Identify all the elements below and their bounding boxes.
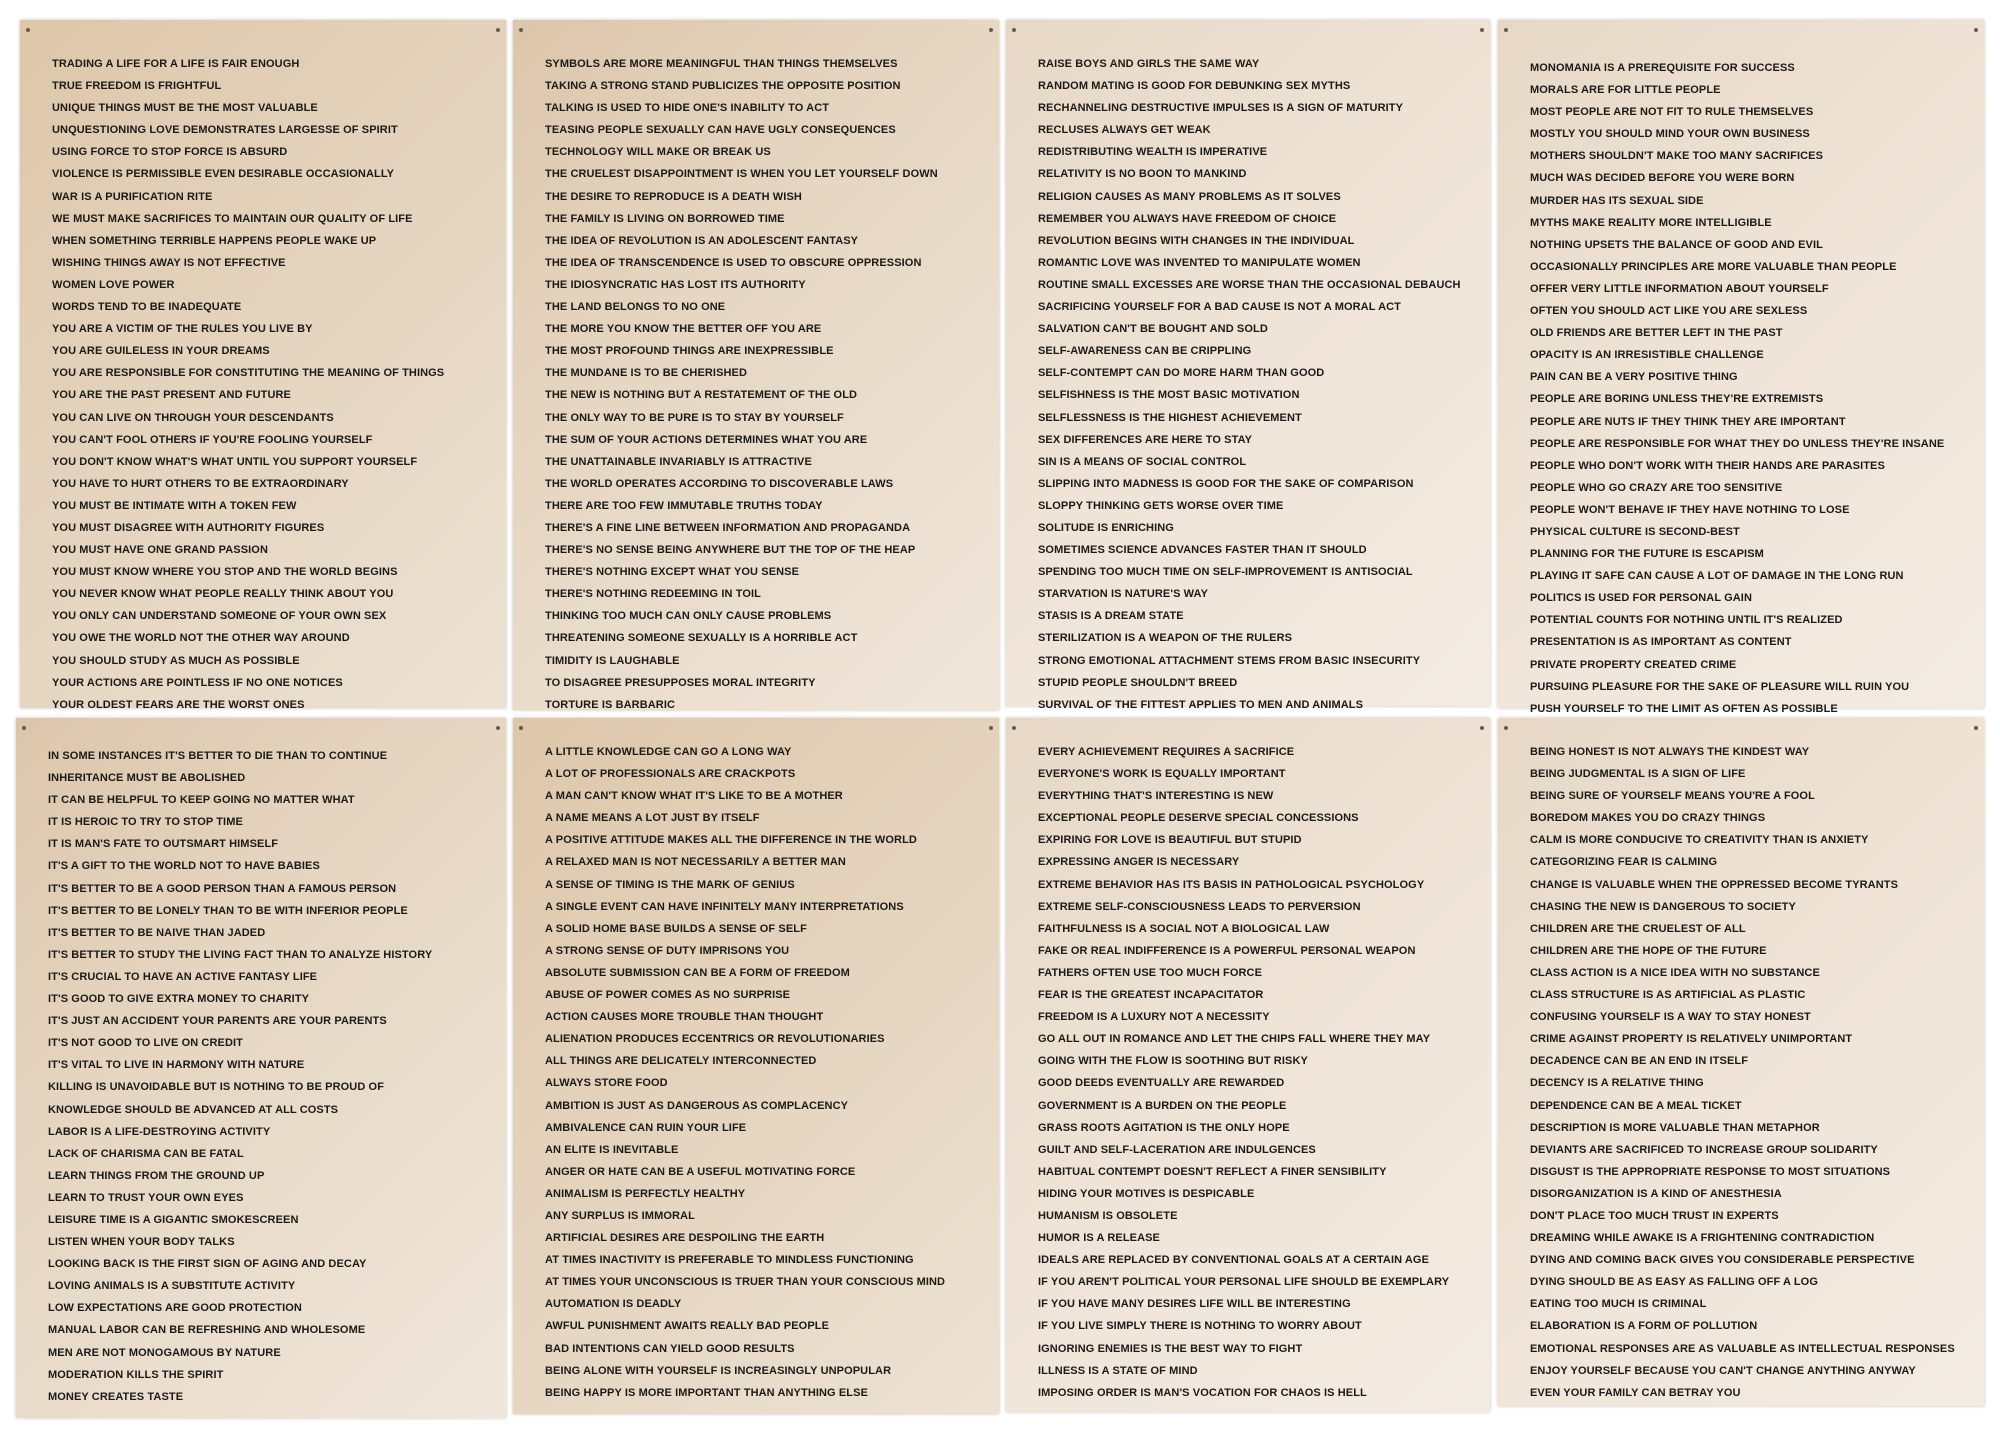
truism-line: A MAN CAN'T KNOW WHAT IT'S LIKE TO BE A MOTHER <box>545 790 843 803</box>
truism-line: TRADING A LIFE FOR A LIFE IS FAIR ENOUGH <box>52 58 300 70</box>
truism-line: KILLING IS UNAVOIDABLE BUT IS NOTHING TO BE PROUD OF <box>48 1081 385 1094</box>
truism-line: REMEMBER YOU ALWAYS HAVE FREEDOM OF CHOICE <box>1038 212 1337 225</box>
truism-line: BEING SURE OF YOURSELF MEANS YOU'RE A FOOL <box>1530 790 1815 803</box>
truism-line: BOREDOM MAKES YOU DO CRAZY THINGS <box>1530 812 1766 825</box>
truism-line: IT'S BETTER TO BE NAIVE THAN JADED <box>48 926 266 939</box>
truism-line: AT TIMES INACTIVITY IS PREFERABLE TO MINDLESS FUNCTIONING <box>545 1254 914 1267</box>
truism-line: THE DESIRE TO REPRODUCE IS A DEATH WISH <box>545 190 802 203</box>
truism-line: RECLUSES ALWAYS GET WEAK <box>1038 124 1211 137</box>
truism-line: EXPRESSING ANGER IS NECESSARY <box>1038 856 1240 869</box>
truism-line: IGNORING ENEMIES IS THE BEST WAY TO FIGHT <box>1038 1342 1303 1355</box>
truism-line: IDEALS ARE REPLACED BY CONVENTIONAL GOALS AT A CERTAIN AGE <box>1038 1254 1430 1267</box>
truism-line: EATING TOO MUCH IS CRIMINAL <box>1530 1298 1707 1311</box>
truism-line: THE IDEA OF TRANSCENDENCE IS USED TO OBSCURE OPPRESSION <box>545 256 922 269</box>
truism-line: IT'S BETTER TO BE LONELY THAN TO BE WITH INFERIOR PEOPLE <box>48 904 408 917</box>
truism-line: LEARN THINGS FROM THE GROUND UP <box>48 1169 265 1182</box>
truism-line: TALKING IS USED TO HIDE ONE'S INABILITY TO ACT <box>545 102 830 115</box>
truism-line: RANDOM MATING IS GOOD FOR DEBUNKING SEX MYTHS <box>1038 80 1351 93</box>
truism-line: STARVATION IS NATURE'S WAY <box>1038 588 1209 601</box>
truism-line: MONEY CREATES TASTE <box>48 1390 184 1403</box>
truism-line: A LITTLE KNOWLEDGE CAN GO A LONG WAY <box>545 746 792 758</box>
truism-line: THE LAND BELONGS TO NO ONE <box>545 301 726 314</box>
truism-line: IT'S VITAL TO LIVE IN HARMONY WITH NATURE <box>48 1059 305 1072</box>
truism-list <box>52 53 506 716</box>
truism-list <box>1038 741 1490 1404</box>
truism-line: PEOPLE WHO DON'T WORK WITH THEIR HANDS ARE PARASITES <box>1530 459 1885 472</box>
truism-line: LEISURE TIME IS A GIGANTIC SMOKESCREEN <box>48 1213 299 1226</box>
truism-line: GOING WITH THE FLOW IS SOOTHING BUT RISKY <box>1038 1055 1308 1068</box>
truism-line: CHILDREN ARE THE HOPE OF THE FUTURE <box>1530 944 1767 957</box>
truism-line: OPACITY IS AN IRRESISTIBLE CHALLENGE <box>1530 349 1764 362</box>
truism-line: TEASING PEOPLE SEXUALLY CAN HAVE UGLY CONSEQUENCES <box>545 124 896 137</box>
truism-sheet <box>1006 718 1490 1412</box>
truism-line: CLASS ACTION IS A NICE IDEA WITH NO SUBSTANCE <box>1530 966 1820 979</box>
truism-line: THE CRUELEST DISAPPOINTMENT IS WHEN YOU LET YOURSELF DOWN <box>545 168 938 181</box>
truism-line: A LOT OF PROFESSIONALS ARE CRACKPOTS <box>545 768 796 781</box>
truism-line: IT'S JUST AN ACCIDENT YOUR PARENTS ARE YOUR PARENTS <box>48 1015 387 1028</box>
truism-line: CHILDREN ARE THE CRUELEST OF ALL <box>1530 922 1746 935</box>
truism-line: SEX DIFFERENCES ARE HERE TO STAY <box>1038 433 1253 446</box>
truism-line: A POSITIVE ATTITUDE MAKES ALL THE DIFFERENCE IN THE WORLD <box>545 834 917 847</box>
truism-list <box>545 53 999 716</box>
truism-line: A STRONG SENSE OF DUTY IMPRISONS YOU <box>545 944 790 957</box>
truism-line: OFTEN YOU SHOULD ACT LIKE YOU ARE SEXLESS <box>1530 305 1808 318</box>
truism-line: CALM IS MORE CONDUCIVE TO CREATIVITY THAN IS ANXIETY <box>1530 834 1869 847</box>
truism-line: EVERYTHING THAT'S INTERESTING IS NEW <box>1038 790 1274 803</box>
truism-line: TO DISAGREE PRESUPPOSES MORAL INTEGRITY <box>545 676 816 689</box>
truism-line: YOU HAVE TO HURT OTHERS TO BE EXTRAORDINARY <box>52 477 349 490</box>
truism-line: LABOR IS A LIFE-DESTROYING ACTIVITY <box>48 1125 271 1138</box>
truism-line: HIDING YOUR MOTIVES IS DESPICABLE <box>1038 1187 1255 1200</box>
truism-line: ANGER OR HATE CAN BE A USEFUL MOTIVATING FORCE <box>545 1165 856 1178</box>
truism-sheet <box>1498 718 1984 1406</box>
truism-line: STERILIZATION IS A WEAPON OF THE RULERS <box>1038 632 1293 645</box>
truism-line: PEOPLE ARE RESPONSIBLE FOR WHAT THEY DO UNLESS THEY'RE INSANE <box>1530 437 1945 450</box>
truism-line: EXTREME BEHAVIOR HAS ITS BASIS IN PATHOLOGICAL PSYCHOLOGY <box>1038 878 1425 891</box>
truism-line: STUPID PEOPLE SHOULDN'T BREED <box>1038 676 1238 689</box>
truism-line: YOU MUST KNOW WHERE YOU STOP AND THE WORLD BEGINS <box>52 566 398 579</box>
truism-line: CLASS STRUCTURE IS AS ARTIFICIAL AS PLASTIC <box>1530 989 1806 1002</box>
truism-line: YOU ARE GUILELESS IN YOUR DREAMS <box>52 345 270 358</box>
truism-line: ROUTINE SMALL EXCESSES ARE WORSE THAN THE OCCASIONAL DEBAUCH <box>1038 278 1461 291</box>
truism-line: YOU CAN'T FOOL OTHERS IF YOU'RE FOOLING YOURSELF <box>52 433 373 446</box>
truism-line: SACRIFICING YOURSELF FOR A BAD CAUSE IS NOT A MORAL ACT <box>1038 301 1402 314</box>
truism-line: DEPENDENCE CAN BE A MEAL TICKET <box>1530 1099 1742 1112</box>
truism-line: GOOD DEEDS EVENTUALLY ARE REWARDED <box>1038 1077 1285 1090</box>
truism-line: UNQUESTIONING LOVE DEMONSTRATES LARGESSE OF SPIRIT <box>52 124 398 137</box>
truism-line: UNIQUE THINGS MUST BE THE MOST VALUABLE <box>52 102 318 115</box>
truism-line: FAITHFULNESS IS A SOCIAL NOT A BIOLOGICAL LAW <box>1038 922 1330 935</box>
truism-line: PRESENTATION IS AS IMPORTANT AS CONTENT <box>1530 636 1792 649</box>
truism-line: RECHANNELING DESTRUCTIVE IMPULSES IS A SIGN OF MATURITY <box>1038 102 1404 115</box>
truism-line: CHANGE IS VALUABLE WHEN THE OPPRESSED BECOME TYRANTS <box>1530 878 1899 891</box>
truism-line: MEN ARE NOT MONOGAMOUS BY NATURE <box>48 1346 281 1359</box>
truism-line: PEOPLE ARE NUTS IF THEY THINK THEY ARE IMPORTANT <box>1530 415 1846 428</box>
truism-line: THE WORLD OPERATES ACCORDING TO DISCOVERABLE LAWS <box>545 477 894 490</box>
truism-line: OCCASIONALLY PRINCIPLES ARE MORE VALUABLE THAN PEOPLE <box>1530 260 1897 273</box>
truism-sheet <box>16 718 506 1418</box>
truism-line: YOU ARE RESPONSIBLE FOR CONSTITUTING THE MEANING OF THINGS <box>52 367 445 380</box>
truism-line: THE ONLY WAY TO BE PURE IS TO STAY BY YOURSELF <box>545 411 844 424</box>
truism-line: TECHNOLOGY WILL MAKE OR BREAK US <box>545 146 771 159</box>
truism-line: DREAMING WHILE AWAKE IS A FRIGHTENING CONTRADICTION <box>1530 1232 1875 1245</box>
truism-line: PHYSICAL CULTURE IS SECOND-BEST <box>1530 525 1740 538</box>
truism-line: PLANNING FOR THE FUTURE IS ESCAPISM <box>1530 548 1764 561</box>
truism-line: PEOPLE ARE BORING UNLESS THEY'RE EXTREMISTS <box>1530 393 1824 406</box>
truism-line: BEING JUDGMENTAL IS A SIGN OF LIFE <box>1530 768 1746 781</box>
truism-line: PRIVATE PROPERTY CREATED CRIME <box>1530 658 1737 671</box>
truism-line: YOU MUST HAVE ONE GRAND PASSION <box>52 544 268 557</box>
truism-line: SELF-CONTEMPT CAN DO MORE HARM THAN GOOD <box>1038 367 1325 380</box>
truism-line: SELF-AWARENESS CAN BE CRIPPLING <box>1038 345 1252 358</box>
truism-line: MORALS ARE FOR LITTLE PEOPLE <box>1530 84 1721 97</box>
truism-sheet <box>1498 20 1984 715</box>
truism-line: THE IDEA OF REVOLUTION IS AN ADOLESCENT FANTASY <box>545 234 859 247</box>
truism-line: AMBITION IS JUST AS DANGEROUS AS COMPLACENCY <box>545 1099 849 1112</box>
truism-line: DECENCY IS A RELATIVE THING <box>1530 1077 1704 1090</box>
truism-line: ENJOY YOURSELF BECAUSE YOU CAN'T CHANGE ANYTHING ANYWAY <box>1530 1364 1916 1377</box>
truism-line: SLIPPING INTO MADNESS IS GOOD FOR THE SAKE OF COMPARISON <box>1038 477 1414 490</box>
truism-line: A SENSE OF TIMING IS THE MARK OF GENIUS <box>545 878 795 891</box>
truism-line: STRONG EMOTIONAL ATTACHMENT STEMS FROM BASIC INSECURITY <box>1038 654 1421 667</box>
truism-line: A SOLID HOME BASE BUILDS A SENSE OF SELF <box>545 922 807 935</box>
truism-line: DYING AND COMING BACK GIVES YOU CONSIDERABLE PERSPECTIVE <box>1530 1254 1915 1267</box>
truism-line: YOU MUST DISAGREE WITH AUTHORITY FIGURES <box>52 521 325 534</box>
truism-line: WISHING THINGS AWAY IS NOT EFFECTIVE <box>52 256 286 269</box>
truism-line: A RELAXED MAN IS NOT NECESSARILY A BETTER MAN <box>545 856 846 869</box>
truism-line: MONOMANIA IS A PREREQUISITE FOR SUCCESS <box>1530 62 1795 74</box>
truism-line: AWFUL PUNISHMENT AWAITS REALLY BAD PEOPLE <box>545 1320 830 1333</box>
truism-line: CHASING THE NEW IS DANGEROUS TO SOCIETY <box>1530 900 1796 913</box>
truism-line: SOMETIMES SCIENCE ADVANCES FASTER THAN IT SHOULD <box>1038 544 1367 557</box>
truism-line: EMOTIONAL RESPONSES ARE AS VALUABLE AS INTELLECTUAL RESPONSES <box>1530 1342 1955 1355</box>
truism-line: IN SOME INSTANCES IT'S BETTER TO DIE THAN TO CONTINUE <box>48 750 388 762</box>
truism-line: LACK OF CHARISMA CAN BE FATAL <box>48 1147 244 1160</box>
truism-line: A SINGLE EVENT CAN HAVE INFINITELY MANY INTERPRETATIONS <box>545 900 904 913</box>
truism-line: MOST PEOPLE ARE NOT FIT TO RULE THEMSELVES <box>1530 106 1814 119</box>
truism-line: KNOWLEDGE SHOULD BE ADVANCED AT ALL COSTS <box>48 1103 339 1116</box>
truism-line: BAD INTENTIONS CAN YIELD GOOD RESULTS <box>545 1342 795 1355</box>
truism-line: IT'S NOT GOOD TO LIVE ON CREDIT <box>48 1037 243 1050</box>
truism-line: IF YOU HAVE MANY DESIRES LIFE WILL BE INTERESTING <box>1038 1298 1351 1311</box>
truism-line: RELIGION CAUSES AS MANY PROBLEMS AS IT SOLVES <box>1038 190 1341 203</box>
truism-line: STASIS IS A DREAM STATE <box>1038 610 1184 623</box>
truism-list <box>48 745 506 1408</box>
truism-line: ILLNESS IS A STATE OF MIND <box>1038 1364 1198 1377</box>
truism-line: SPENDING TOO MUCH TIME ON SELF-IMPROVEMENT IS ANTISOCIAL <box>1038 566 1413 579</box>
truism-line: AT TIMES YOUR UNCONSCIOUS IS TRUER THAN YOUR CONSCIOUS MIND <box>545 1276 946 1289</box>
truism-line: YOU NEVER KNOW WHAT PEOPLE REALLY THINK ABOUT YOU <box>52 588 394 601</box>
truism-line: BEING ALONE WITH YOURSELF IS INCREASINGLY UNPOPULAR <box>545 1364 892 1377</box>
truism-line: FATHERS OFTEN USE TOO MUCH FORCE <box>1038 966 1263 979</box>
truism-line: MURDER HAS ITS SEXUAL SIDE <box>1530 194 1704 207</box>
truism-line: ALL THINGS ARE DELICATELY INTERCONNECTED <box>545 1055 817 1068</box>
truism-list <box>1038 53 1490 716</box>
truism-sheet <box>20 20 506 711</box>
truism-line: ABUSE OF POWER COMES AS NO SURPRISE <box>545 989 791 1002</box>
truism-line: ANY SURPLUS IS IMMORAL <box>545 1209 695 1222</box>
truism-line: IT'S BETTER TO STUDY THE LIVING FACT THAN TO ANALYZE HISTORY <box>48 948 433 961</box>
truism-line: FAKE OR REAL INDIFFERENCE IS A POWERFUL PERSONAL WEAPON <box>1038 944 1416 957</box>
truism-line: YOU CAN LIVE ON THROUGH YOUR DESCENDANTS <box>52 411 334 424</box>
truism-line: CRIME AGAINST PROPERTY IS RELATIVELY UNIMPORTANT <box>1530 1033 1853 1046</box>
truism-line: THE FAMILY IS LIVING ON BORROWED TIME <box>545 212 785 225</box>
truism-line: EVEN YOUR FAMILY CAN BETRAY YOU <box>1530 1386 1741 1399</box>
truism-line: MODERATION KILLS THE SPIRIT <box>48 1368 224 1381</box>
truism-line: YOUR ACTIONS ARE POINTLESS IF NO ONE NOTICES <box>52 676 343 689</box>
truism-line: EXTREME SELF-CONSCIOUSNESS LEADS TO PERVERSION <box>1038 900 1361 913</box>
truism-line: DEVIANTS ARE SACRIFICED TO INCREASE GROUP SOLIDARITY <box>1530 1143 1878 1156</box>
truism-line: AUTOMATION IS DEADLY <box>545 1298 682 1311</box>
truism-line: TIMIDITY IS LAUGHABLE <box>545 654 680 667</box>
truism-line: HUMANISM IS OBSOLETE <box>1038 1209 1178 1222</box>
truism-line: MANUAL LABOR CAN BE REFRESHING AND WHOLESOME <box>48 1324 366 1337</box>
truism-line: TORTURE IS BARBARIC <box>545 698 676 711</box>
truism-line: FEAR IS THE GREATEST INCAPACITATOR <box>1038 989 1264 1002</box>
truism-line: THE SUM OF YOUR ACTIONS DETERMINES WHAT YOU ARE <box>545 433 868 446</box>
truism-line: IF YOU LIVE SIMPLY THERE IS NOTHING TO WORRY ABOUT <box>1038 1320 1362 1333</box>
truism-line: LOVING ANIMALS IS A SUBSTITUTE ACTIVITY <box>48 1280 296 1293</box>
truism-line: THE NEW IS NOTHING BUT A RESTATEMENT OF THE OLD <box>545 389 858 402</box>
truism-line: AN ELITE IS INEVITABLE <box>545 1143 679 1156</box>
truism-line: VIOLENCE IS PERMISSIBLE EVEN DESIRABLE OCCASIONALLY <box>52 168 395 181</box>
truism-line: THERE ARE TOO FEW IMMUTABLE TRUTHS TODAY <box>545 499 823 512</box>
truism-line: YOU DON'T KNOW WHAT'S WHAT UNTIL YOU SUPPORT YOURSELF <box>52 455 418 468</box>
truism-line: CONFUSING YOURSELF IS A WAY TO STAY HONEST <box>1530 1011 1811 1024</box>
truism-line: LOW EXPECTATIONS ARE GOOD PROTECTION <box>48 1302 302 1315</box>
truism-line: YOU MUST BE INTIMATE WITH A TOKEN FEW <box>52 499 297 512</box>
truism-line: GO ALL OUT IN ROMANCE AND LET THE CHIPS FALL WHERE THEY MAY <box>1038 1033 1431 1046</box>
truism-line: THE MOST PROFOUND THINGS ARE INEXPRESSIBLE <box>545 345 834 358</box>
truism-line: ROMANTIC LOVE WAS INVENTED TO MANIPULATE WOMEN <box>1038 256 1361 269</box>
truism-line: IT'S BETTER TO BE A GOOD PERSON THAN A FAMOUS PERSON <box>48 882 397 895</box>
truism-line: PEOPLE WON'T BEHAVE IF THEY HAVE NOTHING TO LOSE <box>1530 503 1850 516</box>
truism-line: THERE'S A FINE LINE BETWEEN INFORMATION AND PROPAGANDA <box>545 521 911 534</box>
truism-list <box>1530 741 1984 1404</box>
truism-line: LEARN TO TRUST YOUR OWN EYES <box>48 1191 244 1204</box>
truism-line: YOU SHOULD STUDY AS MUCH AS POSSIBLE <box>52 654 300 667</box>
truism-line: YOU ARE THE PAST PRESENT AND FUTURE <box>52 389 291 402</box>
truism-line: TAKING A STRONG STAND PUBLICIZES THE OPPOSITE POSITION <box>545 80 901 93</box>
truism-line: RAISE BOYS AND GIRLS THE SAME WAY <box>1038 58 1260 70</box>
truism-line: INHERITANCE MUST BE ABOLISHED <box>48 772 246 785</box>
truism-line: FREEDOM IS A LUXURY NOT A NECESSITY <box>1038 1011 1270 1024</box>
truism-line: A NAME MEANS A LOT JUST BY ITSELF <box>545 812 760 825</box>
truism-line: USING FORCE TO STOP FORCE IS ABSURD <box>52 146 288 159</box>
truism-line: BEING HONEST IS NOT ALWAYS THE KINDEST WAY <box>1530 746 1810 758</box>
truism-line: PLAYING IT SAFE CAN CAUSE A LOT OF DAMAGE IN THE LONG RUN <box>1530 570 1904 583</box>
truism-line: ARTIFICIAL DESIRES ARE DESPOILING THE EARTH <box>545 1232 825 1245</box>
truism-line: WAR IS A PURIFICATION RITE <box>52 190 213 203</box>
truism-line: OLD FRIENDS ARE BETTER LEFT IN THE PAST <box>1530 327 1783 340</box>
truism-line: IMPOSING ORDER IS MAN'S VOCATION FOR CHAOS IS HELL <box>1038 1386 1367 1399</box>
truism-line: WORDS TEND TO BE INADEQUATE <box>52 301 242 314</box>
truism-line: PURSUING PLEASURE FOR THE SAKE OF PLEASURE WILL RUIN YOU <box>1530 680 1910 693</box>
truism-line: DESCRIPTION IS MORE VALUABLE THAN METAPHOR <box>1530 1121 1820 1134</box>
truism-line: ANIMALISM IS PERFECTLY HEALTHY <box>545 1187 746 1200</box>
truism-line: THERE'S NOTHING EXCEPT WHAT YOU SENSE <box>545 566 800 579</box>
truism-line: THERE'S NOTHING REDEEMING IN TOIL <box>545 588 761 601</box>
truism-line: DECADENCE CAN BE AN END IN ITSELF <box>1530 1055 1749 1068</box>
truism-line: EVERYONE'S WORK IS EQUALLY IMPORTANT <box>1038 768 1286 781</box>
truism-line: YOU OWE THE WORLD NOT THE OTHER WAY AROUND <box>52 632 350 645</box>
truism-line: DISORGANIZATION IS A KIND OF ANESTHESIA <box>1530 1187 1782 1200</box>
truism-list <box>545 741 999 1404</box>
truism-line: DISGUST IS THE APPROPRIATE RESPONSE TO MOST SITUATIONS <box>1530 1165 1891 1178</box>
truism-line: POLITICS IS USED FOR PERSONAL GAIN <box>1530 592 1752 605</box>
truism-list <box>1530 57 1984 720</box>
truism-line: LISTEN WHEN YOUR BODY TALKS <box>48 1236 235 1249</box>
truism-line: LOOKING BACK IS THE FIRST SIGN OF AGING AND DECAY <box>48 1258 367 1271</box>
truism-line: SOLITUDE IS ENRICHING <box>1038 521 1174 534</box>
truism-line: RELATIVITY IS NO BOON TO MANKIND <box>1038 168 1247 181</box>
truism-line: DON'T PLACE TOO MUCH TRUST IN EXPERTS <box>1530 1209 1779 1222</box>
truism-line: PEOPLE WHO GO CRAZY ARE TOO SENSITIVE <box>1530 481 1783 494</box>
truism-line: ABSOLUTE SUBMISSION CAN BE A FORM OF FREEDOM <box>545 966 850 979</box>
truism-line: SIN IS A MEANS OF SOCIAL CONTROL <box>1038 455 1247 468</box>
truism-line: THINKING TOO MUCH CAN ONLY CAUSE PROBLEMS <box>545 610 832 623</box>
truism-line: ALWAYS STORE FOOD <box>545 1077 668 1090</box>
truism-line: IT IS HEROIC TO TRY TO STOP TIME <box>48 816 243 829</box>
truism-line: OFFER VERY LITTLE INFORMATION ABOUT YOURSELF <box>1530 282 1829 295</box>
truism-line: REDISTRIBUTING WEALTH IS IMPERATIVE <box>1038 146 1268 159</box>
truism-line: SELFLESSNESS IS THE HIGHEST ACHIEVEMENT <box>1038 411 1302 424</box>
truism-line: GRASS ROOTS AGITATION IS THE ONLY HOPE <box>1038 1121 1290 1134</box>
truism-line: BEING HAPPY IS MORE IMPORTANT THAN ANYTHING ELSE <box>545 1386 869 1399</box>
truism-line: SELFISHNESS IS THE MOST BASIC MOTIVATION <box>1038 389 1300 402</box>
truism-line: SALVATION CAN'T BE BOUGHT AND SOLD <box>1038 323 1268 336</box>
truism-line: ACTION CAUSES MORE TROUBLE THAN THOUGHT <box>545 1011 824 1024</box>
truism-line: IT'S GOOD TO GIVE EXTRA MONEY TO CHARITY <box>48 993 310 1006</box>
truism-line: EXPIRING FOR LOVE IS BEAUTIFUL BUT STUPID <box>1038 834 1302 847</box>
truism-line: THE IDIOSYNCRATIC HAS LOST ITS AUTHORITY <box>545 278 806 291</box>
truism-line: THE MUNDANE IS TO BE CHERISHED <box>545 367 748 380</box>
truism-line: EVERY ACHIEVEMENT REQUIRES A SACRIFICE <box>1038 746 1295 758</box>
truism-line: IT'S CRUCIAL TO HAVE AN ACTIVE FANTASY LIFE <box>48 970 318 983</box>
truism-line: THERE'S NO SENSE BEING ANYWHERE BUT THE TOP OF THE HEAP <box>545 544 916 557</box>
truism-line: MOTHERS SHOULDN'T MAKE TOO MANY SACRIFICES <box>1530 150 1824 163</box>
truism-line: YOUR OLDEST FEARS ARE THE WORST ONES <box>52 698 305 711</box>
truism-line: GUILT AND SELF-LACERATION ARE INDULGENCES <box>1038 1143 1316 1156</box>
truism-line: IT IS MAN'S FATE TO OUTSMART HIMSELF <box>48 838 279 851</box>
truism-line: WE MUST MAKE SACRIFICES TO MAINTAIN OUR QUALITY OF LIFE <box>52 212 413 225</box>
truism-line: EXCEPTIONAL PEOPLE DESERVE SPECIAL CONCESSIONS <box>1038 812 1359 825</box>
truism-line: YOU ARE A VICTIM OF THE RULES YOU LIVE BY <box>52 323 313 336</box>
truism-sheet <box>513 718 999 1414</box>
truism-line: MOSTLY YOU SHOULD MIND YOUR OWN BUSINESS <box>1530 128 1810 141</box>
truism-line: DYING SHOULD BE AS EASY AS FALLING OFF A LOG <box>1530 1276 1818 1289</box>
truism-line: SURVIVAL OF THE FITTEST APPLIES TO MEN AND ANIMALS <box>1038 698 1364 711</box>
truism-line: WHEN SOMETHING TERRIBLE HAPPENS PEOPLE WAKE UP <box>52 234 377 247</box>
truism-line: MYTHS MAKE REALITY MORE INTELLIGIBLE <box>1530 216 1772 229</box>
truism-line: WOMEN LOVE POWER <box>52 278 175 291</box>
truism-line: ALIENATION PRODUCES ECCENTRICS OR REVOLUTIONARIES <box>545 1033 885 1046</box>
truism-line: POTENTIAL COUNTS FOR NOTHING UNTIL IT'S REALIZED <box>1530 614 1843 627</box>
truism-line: MUCH WAS DECIDED BEFORE YOU WERE BORN <box>1530 172 1795 185</box>
truism-line: SYMBOLS ARE MORE MEANINGFUL THAN THINGS THEMSELVES <box>545 58 898 70</box>
truism-line: THE UNATTAINABLE INVARIABLY IS ATTRACTIVE <box>545 455 812 468</box>
truism-line: THREATENING SOMEONE SEXUALLY IS A HORRIBLE ACT <box>545 632 858 645</box>
truism-line: SLOPPY THINKING GETS WORSE OVER TIME <box>1038 499 1284 512</box>
truism-line: IT'S A GIFT TO THE WORLD NOT TO HAVE BABIES <box>48 860 320 873</box>
truism-line: IF YOU AREN'T POLITICAL YOUR PERSONAL LIFE SHOULD BE EXEMPLARY <box>1038 1276 1450 1289</box>
truism-line: ELABORATION IS A FORM OF POLLUTION <box>1530 1320 1758 1333</box>
truism-line: TRUE FREEDOM IS FRIGHTFUL <box>52 80 222 93</box>
truism-line: THE MORE YOU KNOW THE BETTER OFF YOU ARE <box>545 323 822 336</box>
truism-line: HABITUAL CONTEMPT DOESN'T REFLECT A FINER SENSIBILITY <box>1038 1165 1387 1178</box>
truism-line: YOU ONLY CAN UNDERSTAND SOMEONE OF YOUR OWN SEX <box>52 610 387 623</box>
truism-line: PAIN CAN BE A VERY POSITIVE THING <box>1530 371 1738 384</box>
truism-sheet <box>1006 20 1490 711</box>
truism-line: GOVERNMENT IS A BURDEN ON THE PEOPLE <box>1038 1099 1287 1112</box>
truism-line: AMBIVALENCE CAN RUIN YOUR LIFE <box>545 1121 747 1134</box>
truism-line: HUMOR IS A RELEASE <box>1038 1232 1160 1245</box>
truism-sheet <box>513 20 999 710</box>
truism-line: NOTHING UPSETS THE BALANCE OF GOOD AND EVIL <box>1530 238 1823 251</box>
truism-line: IT CAN BE HELPFUL TO KEEP GOING NO MATTER WHAT <box>48 794 355 807</box>
truism-line: REVOLUTION BEGINS WITH CHANGES IN THE INDIVIDUAL <box>1038 234 1355 247</box>
truism-line: PUSH YOURSELF TO THE LIMIT AS OFTEN AS POSSIBLE <box>1530 702 1838 715</box>
truism-line: CATEGORIZING FEAR IS CALMING <box>1530 856 1718 869</box>
